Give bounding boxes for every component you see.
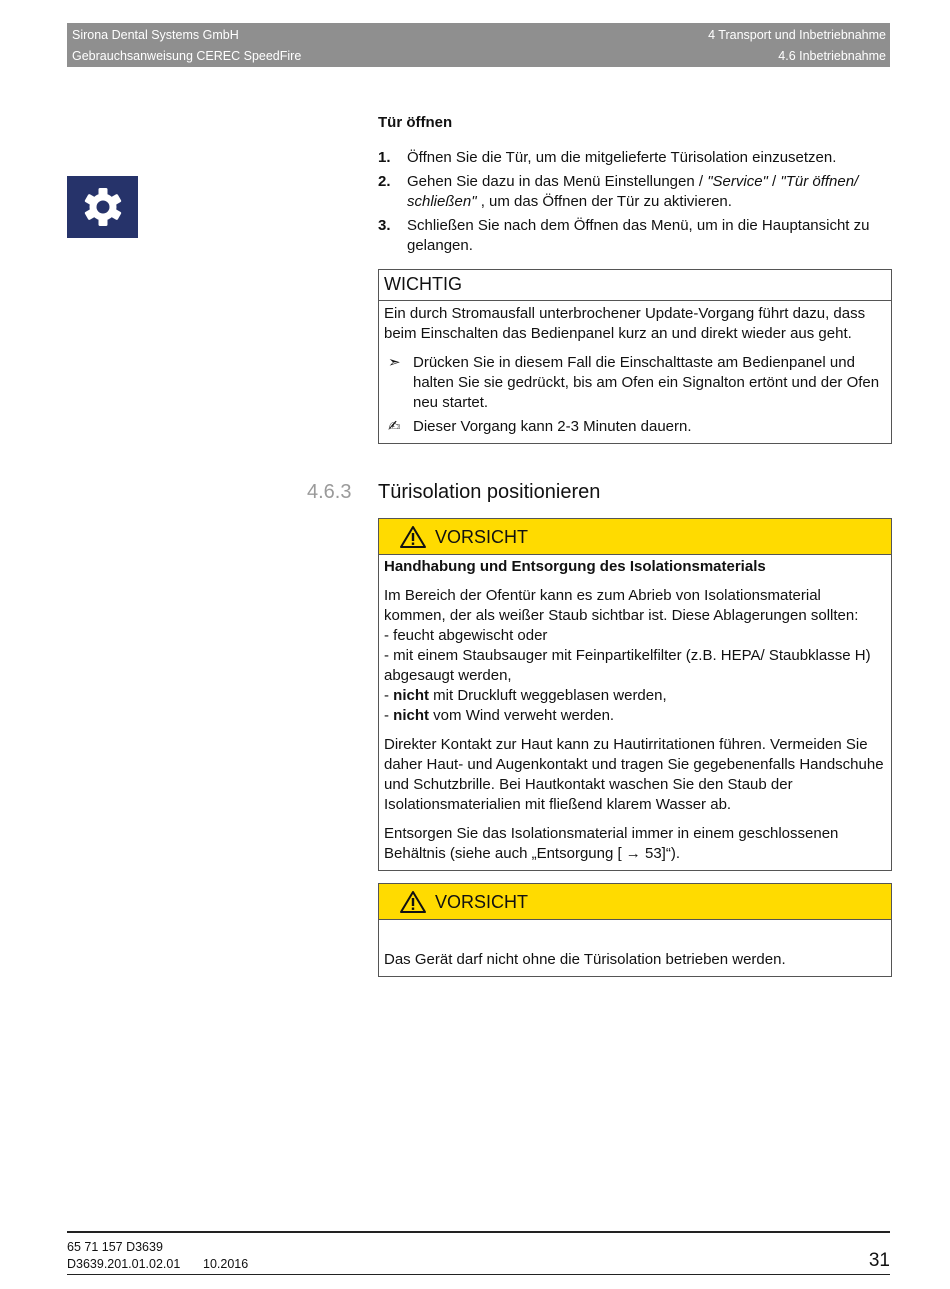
warning-triangle-icon	[399, 890, 427, 914]
page-header	[67, 23, 890, 67]
section-number: 4.6.3	[307, 481, 352, 503]
step-number: 1.	[378, 149, 391, 166]
menu-separator: /	[767, 173, 781, 190]
header-manual: Gebrauchsanweisung CEREC SpeedFire	[72, 49, 302, 63]
list-text: vom Wind verweht werden.	[429, 707, 615, 724]
list-text: mit Druckluft weggeblasen werden,	[429, 687, 667, 704]
caution-box-operation	[378, 883, 892, 977]
list-dash: -	[384, 687, 394, 704]
important-title: WICHTIG	[379, 270, 891, 301]
step-2	[378, 172, 898, 212]
emphasis-nicht: nicht	[393, 707, 430, 724]
footer-rule-top	[67, 1231, 890, 1233]
footer-revision: D3639.201.01.02.01	[67, 1257, 181, 1271]
caution-list-item-4	[384, 706, 886, 726]
header-section: 4.6 Inbetriebnahme	[778, 49, 886, 63]
header-chapter: 4 Transport und Inbetriebnahme	[708, 28, 886, 42]
caution-header	[379, 884, 891, 920]
caution-title: VORSICHT	[435, 526, 529, 547]
settings-tile	[67, 176, 138, 238]
important-text: Ein durch Stromausfall unterbrochener Update-Vorgang führt dazu, dass beim Einschalten das Bedienpanel kurz an und direkt wieder aus geht.	[384, 305, 866, 342]
result-icon: ✍	[388, 418, 401, 435]
step-1	[378, 148, 898, 168]
emphasis-nicht: nicht	[393, 687, 430, 704]
menu-service: "Service"	[707, 173, 768, 190]
caution-text: Das Gerät darf nicht ohne die Türisolation betrieben werden.	[384, 951, 786, 968]
action-arrow-icon: ➣	[388, 354, 401, 371]
step-text: Öffnen Sie die Tür, um die mitgelieferte Türisolation einzusetzen.	[407, 149, 837, 166]
footer-doc-number: 65 71 157 D3639	[67, 1240, 163, 1254]
caution-box-handling	[378, 518, 892, 871]
action-text: Drücken Sie in diesem Fall die Einschalttaste am Bedienpanel und halten Sie sie gedrückt, bis am Ofen ein Signalton ertönt und der Ofen neu startet.	[413, 354, 880, 411]
caution-list-item-3	[384, 686, 886, 706]
step-text: Schließen Sie nach dem Öffnen das Menü, um in die Hauptansicht zu gelangen.	[407, 217, 870, 254]
caution-paragraph-1: Im Bereich der Ofentür kann es zum Abrieb von Isolationsmaterial kommen, der als weißer Staub sichtbar ist. Diese Ablagerungen sollten:	[384, 587, 859, 624]
footer-rule-bottom	[67, 1274, 890, 1275]
door-steps	[378, 148, 898, 260]
menu-door: "Tür öffnen/ schließen"	[407, 173, 859, 210]
important-action	[384, 353, 886, 413]
caution-list-item-1: - feucht abgewischt oder	[384, 627, 548, 644]
page-number: 31	[868, 1250, 890, 1271]
gear-icon	[81, 185, 125, 229]
caution-paragraph-2: Direkter Kontakt zur Haut kann zu Hautirritationen führen. Vermeiden Sie daher Haut- und Augenkontakt und tragen Sie gegebenenfalls Handschuhe und Schutzbrille. Bei Hautkontakt waschen Sie den Staub der Isolationsmaterialien mit fließend klarem Wasser ab.	[384, 736, 884, 813]
important-box	[378, 269, 892, 444]
important-result	[384, 417, 886, 437]
step-number: 3.	[378, 217, 391, 234]
caution-list-item-2: - mit einem Staubsauger mit Feinpartikelfilter (z.B. HEPA/ Staubklasse H) abgesaugt werden,	[384, 647, 871, 684]
step-3	[378, 216, 898, 256]
footer-date: 10.2016	[203, 1257, 249, 1271]
caution-subtitle: Handhabung und Entsorgung des Isolationsmaterials	[384, 558, 766, 575]
caution-paragraph-3: Entsorgen Sie das Isolationsmaterial immer in einem geschlossenen Behältnis (siehe auch „Entsorgung [ → 53]“).	[384, 825, 839, 862]
door-open-title: Tür öffnen	[378, 114, 453, 131]
caution-header	[379, 519, 891, 555]
result-text: Dieser Vorgang kann 2-3 Minuten dauern.	[413, 418, 692, 435]
list-dash: -	[384, 707, 394, 724]
caution-title: VORSICHT	[435, 891, 529, 912]
warning-triangle-icon	[399, 525, 427, 549]
header-company: Sirona Dental Systems GmbH	[72, 28, 239, 42]
step-text-pre: Gehen Sie dazu in das Menü Einstellungen /	[407, 173, 708, 190]
step-number: 2.	[378, 173, 391, 190]
step-text-post: , um das Öffnen der Tür zu aktivieren.	[476, 193, 732, 210]
section-title: Türisolation positionieren	[378, 481, 601, 503]
